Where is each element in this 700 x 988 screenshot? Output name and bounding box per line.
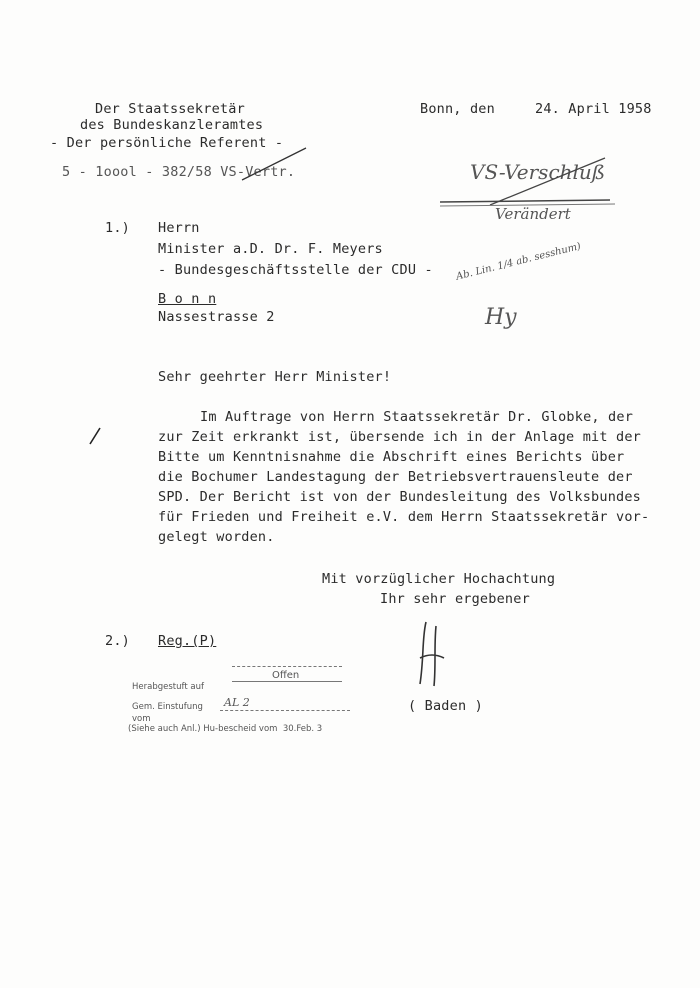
body-line: zur Zeit erkrankt ist, übersende ich in der Anlage mit der <box>158 429 642 445</box>
stamp-row4: (Siehe auch Anl.) Hu-bescheid vom 30.Feb. 3 <box>128 724 323 734</box>
margin-initials: Hy <box>485 305 517 330</box>
margin-note: Ab. Lin. 1/4 ab. sesshum) <box>455 240 583 283</box>
signer-name: ( Baden ) <box>408 698 483 714</box>
stamp-row1-label: Herabgestuft auf <box>132 682 204 692</box>
recipient-name: Minister a.D. Dr. F. Meyers <box>158 241 383 257</box>
closing-line1: Mit vorzüglicher Hochachtung <box>322 571 556 587</box>
recipient-street: Nassestrasse 2 <box>158 309 275 325</box>
sender-line1: Der Staatssekretär <box>95 101 245 117</box>
recipient-city: B o n n <box>158 291 217 307</box>
stamp-row2-label: Gem. Einstufung <box>132 702 203 712</box>
recipient-office: - Bundesgeschäftsstelle der CDU - <box>158 262 433 278</box>
body-line: für Frieden und Freiheit e.V. dem Herrn Staatssekretär vor- <box>158 509 650 525</box>
place-date-label: Bonn, den <box>420 101 495 117</box>
declassification-stamp <box>120 664 360 740</box>
letter-date: 24. April 1958 <box>535 101 652 117</box>
vs-note: VS-Verschluß <box>470 160 606 184</box>
item1-number: 1.) <box>105 220 130 236</box>
sender-line2: des Bundeskanzleramtes <box>80 117 264 133</box>
item2-number: 2.) <box>105 633 130 649</box>
referent-line: - Der persönliche Referent - <box>50 135 284 151</box>
margin-slash-mark <box>86 426 106 446</box>
stamp-row2-value: AL 2 <box>224 696 250 709</box>
recipient-herrn: Herrn <box>158 220 200 236</box>
body-line: die Bochumer Landestagung der Betriebsvertrauensleute der <box>158 469 633 485</box>
reference-number: 5 - 1oool - 382/58 VS-Vertr. <box>62 164 296 180</box>
body-line: Bitte um Kenntnisnahme die Abschrift eines Berichts über <box>158 449 625 465</box>
greeting: Sehr geehrter Herr Minister! <box>158 369 392 385</box>
closing-line2: Ihr sehr ergebener <box>380 591 530 607</box>
body-line: Im Auftrage von Herrn Staatssekretär Dr. Globke, der <box>200 409 634 425</box>
body-line: gelegt worden. <box>158 529 275 545</box>
stamp-line <box>220 710 350 711</box>
item2-text: Reg.(P) <box>158 633 217 649</box>
vs-note2: Verändert <box>495 205 571 223</box>
signature <box>412 618 452 690</box>
vs-strike <box>430 150 630 210</box>
stamp-row3-label: vom <box>132 714 151 724</box>
strike-mark <box>238 144 310 184</box>
stamp-row1-value: Offen <box>272 670 300 681</box>
body-line: SPD. Der Bericht ist von der Bundesleitung des Volksbundes <box>158 489 642 505</box>
